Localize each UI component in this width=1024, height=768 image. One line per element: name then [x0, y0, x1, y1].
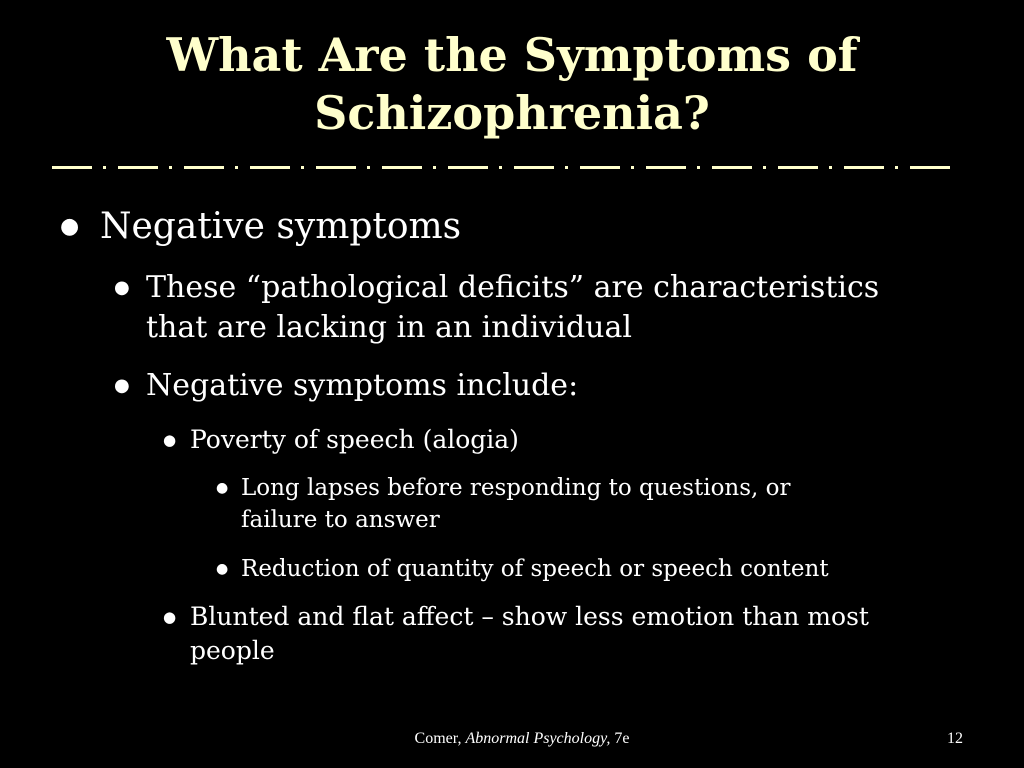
- bullet-dot-icon: ●: [114, 277, 130, 298]
- bullet-long-lapses: [216, 472, 961, 536]
- slide-title-line-1: What Are the Symptoms of: [166, 28, 858, 82]
- footer-author: Comer,: [414, 730, 462, 747]
- bullet-label: Negative symptoms: [100, 206, 462, 247]
- bullet-blunted-affect: [163, 600, 970, 668]
- bullet-line-1: These “pathological deficits” are characteristics: [146, 270, 880, 305]
- bullet-dot-icon: ●: [216, 561, 229, 577]
- bullet-poverty-of-speech: [163, 423, 970, 457]
- bullet-negative-symptoms: [60, 205, 462, 249]
- bullet-line-2: that are lacking in an individual: [146, 310, 632, 345]
- bullet-label: Negative symptoms include:: [146, 368, 579, 403]
- bullet-line-2: people: [190, 636, 275, 665]
- slide-title-line-2: Schizophrenia?: [314, 86, 710, 140]
- footer-citation: [0, 729, 1024, 749]
- bullet-line-2: failure to answer: [241, 507, 440, 533]
- bullet-dot-icon: ●: [60, 214, 80, 239]
- page-number: 12: [947, 730, 963, 747]
- bullet-dot-icon: ●: [216, 480, 229, 496]
- bullet-symptoms-include: [114, 366, 966, 406]
- footer-edition: 7e: [614, 730, 630, 747]
- bullet-line-1: Blunted and flat affect – show less emotion than most: [190, 602, 869, 631]
- bullet-line-1: Long lapses before responding to questions, or: [241, 475, 791, 501]
- bullet-label: Reduction of quantity of speech or speech content: [241, 556, 829, 582]
- bullet-dot-icon: ●: [163, 431, 177, 449]
- bullet-pathological-deficits: [114, 268, 966, 348]
- footer-book-title: Abnormal Psychology,: [465, 730, 611, 747]
- bullet-reduction-of-speech: [216, 553, 961, 585]
- bullet-label: Poverty of speech (alogia): [190, 425, 519, 454]
- bullet-dot-icon: ●: [163, 608, 177, 626]
- bullet-dot-icon: ●: [114, 375, 130, 396]
